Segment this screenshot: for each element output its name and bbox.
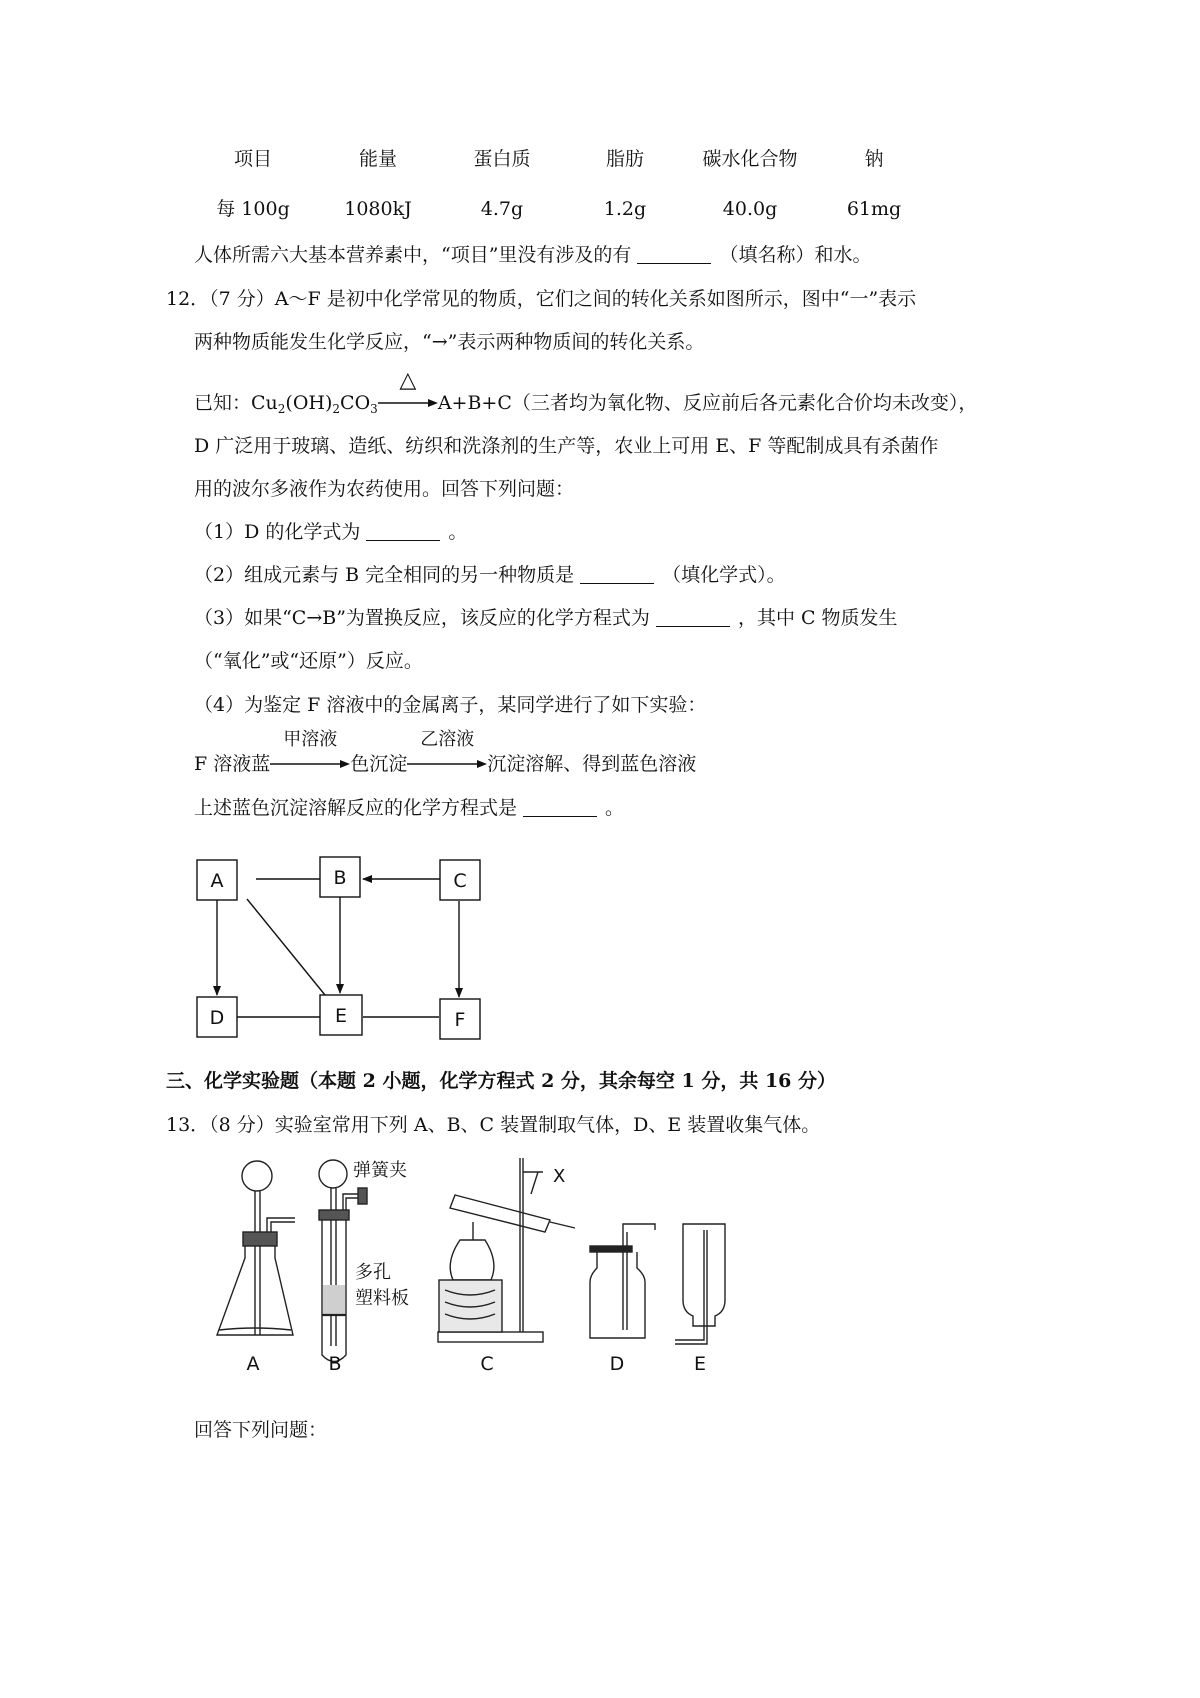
q12-stem-line4: D 广泛用于玻璃、造纸、纺织和洗涤剂的生产等，农业上可用 E、F 等配制成具有杀菌作 <box>194 435 939 457</box>
node-f: F <box>454 1009 466 1031</box>
apparatus-b <box>319 1160 367 1362</box>
q13-answer-prompt: 回答下列问题： <box>194 1419 328 1441</box>
q12-flow: F 溶液蓝 甲溶液 色沉淀 乙溶液 沉淀溶解、得到蓝色溶液 <box>194 729 697 775</box>
apparatus-figure <box>205 1150 745 1380</box>
table-cell: 每 100g <box>216 198 290 220</box>
table-header: 钠 <box>864 148 884 170</box>
table-cell: 40.0g <box>722 198 778 220</box>
answer-blank[interactable] <box>656 608 730 627</box>
section-heading: 三、化学实验题（本题 2 小题，化学方程式 2 分，其余每空 1 分，共 16 分） <box>166 1070 837 1092</box>
relationship-diagram <box>180 845 500 1050</box>
apparatus-label-d: D <box>609 1353 625 1375</box>
node-a: A <box>210 870 224 892</box>
reagent-label-2: 乙溶液 <box>420 729 475 750</box>
apparatus-label-e: E <box>693 1353 707 1375</box>
table-cell: 1080kJ <box>344 198 412 220</box>
delta-symbol: △ <box>399 368 417 393</box>
apparatus-label-b: B <box>328 1353 342 1375</box>
q12-sub2: （2）组成元素与 B 完全相同的另一种物质是 （填化学式）。 <box>194 564 786 586</box>
node-c: C <box>453 870 467 892</box>
label-porous-1: 多孔 <box>355 1262 391 1283</box>
answer-blank[interactable] <box>366 522 440 541</box>
apparatus-d <box>590 1224 655 1338</box>
q13-stem: 13．（8 分）实验室常用下列 A、B、C 装置制取气体，D、E 装置收集气体。 <box>166 1114 821 1136</box>
q12-sub3-line2: （“氧化”或“还原”）反应。 <box>194 650 423 672</box>
apparatus-label-a: A <box>246 1353 260 1375</box>
table-header: 蛋白质 <box>473 148 531 170</box>
q12-sub3: （3）如果“C→B”为置换反应，该反应的化学方程式为 ，其中 C 物质发生 <box>194 607 898 629</box>
apparatus-a <box>217 1161 295 1335</box>
label-x: X <box>553 1166 566 1187</box>
flow-arrow-2 <box>407 729 487 776</box>
table-cell: 1.2g <box>603 198 647 220</box>
table-header: 脂肪 <box>605 148 645 170</box>
table-header: 能量 <box>358 148 398 170</box>
reagent-label-1: 甲溶液 <box>283 729 338 750</box>
table-header: 项目 <box>233 148 273 170</box>
q12-stem-line2: 两种物质能发生化学反应，“→”表示两种物质间的转化关系。 <box>194 331 705 353</box>
table-header: 碳水化合物 <box>702 148 798 170</box>
node-e: E <box>334 1005 348 1027</box>
q12-stem-line5: 用的波尔多液作为农药使用。回答下列问题： <box>194 478 575 500</box>
answer-blank[interactable] <box>580 565 654 584</box>
link-a-e <box>247 899 325 995</box>
table-cell: 4.7g <box>480 198 524 220</box>
q12-flow-question: 上述蓝色沉淀溶解反应的化学方程式是 。 <box>194 797 625 819</box>
q11-nutrient-question: 人体所需六大基本营养素中，“项目”里没有涉及的有 （填名称）和水。 <box>194 244 872 266</box>
q12-sub1: （1）D 的化学式为 。 <box>194 521 468 543</box>
label-porous-2: 塑料板 <box>355 1288 409 1309</box>
heat-arrow <box>378 368 438 415</box>
node-b: B <box>333 867 347 889</box>
q12-sub4: （4）为鉴定 F 溶液中的金属离子，某同学进行了如下实验： <box>194 694 707 716</box>
label-spring-clip: 弹簧夹 <box>353 1160 407 1181</box>
q12-known-equation: 已知：$Cu_2(OH)_2CO_3$ △ A+B+C（三者均为氧化物、反应前后各元素化合价均未改变）， <box>194 368 978 416</box>
apparatus-label-c: C <box>480 1353 494 1375</box>
table-cell: 61mg <box>846 198 902 220</box>
flow-arrow-1 <box>270 729 350 776</box>
node-d: D <box>209 1007 225 1029</box>
apparatus-e <box>675 1224 725 1344</box>
answer-blank[interactable] <box>637 245 711 264</box>
answer-blank[interactable] <box>523 798 597 817</box>
q12-stem-line1: 12．（7 分）A～F 是初中化学常见的物质，它们之间的转化关系如图所示，图中“一”表示 <box>166 288 917 310</box>
